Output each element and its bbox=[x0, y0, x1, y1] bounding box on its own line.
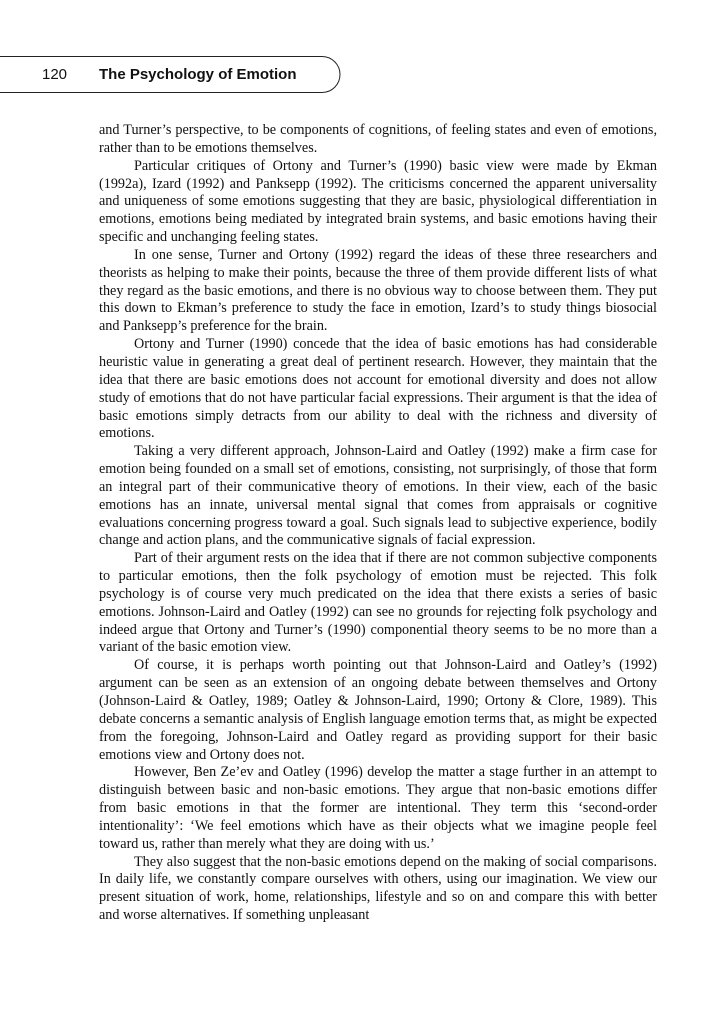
paragraph: However, Ben Ze’ev and Oatley (1996) develop the matter a stage further in an attempt to distinguish between basic and non-basic emotions. They argue that non-basic emotions differ from basic emotions in that the former are intentional. They term this ‘second-order intentionality’: ‘We feel emotions which have as their objects what we imagine people feel toward us, rather than merely what they are doing with us.’ bbox=[99, 764, 657, 852]
running-head bbox=[0, 56, 342, 94]
page-number: 120 bbox=[42, 66, 68, 83]
book-title: The Psychology of Emotion bbox=[99, 66, 297, 83]
paragraph: Part of their argument rests on the idea that if there are not common subjective components to particular emotions, then the folk psychology of emotion must be rejected. This folk psychology is of course very much predicated on the idea that there exists a series of basic emotions. Johnson-Laird and Oatley (1992) can see no grounds for rejecting folk psychology and indeed argue that Ortony and Turner’s (1990) componential theory seems to be no more than a variant of the basic emotion view. bbox=[99, 550, 657, 656]
paragraph: In one sense, Turner and Ortony (1992) regard the ideas of these three researchers and theorists as helping to make their points, because the three of them provide different lists of what they regard as the basic emotions, and there is no obvious way to choose between them. They put this down to Ekman’s preference to study the face in emotion, Izard’s to study things biosocial and Panksepp’s preference for the brain. bbox=[99, 246, 657, 335]
paragraph: Of course, it is perhaps worth pointing out that Johnson-Laird and Oatley’s (1992) argument can be seen as an extension of an ongoing debate between themselves and Ortony (Johnson-Laird & Oatley, 1989; Oatley & Johnson-Laird, 1990; Ortony & Clore, 1989). This debate concerns a semantic analysis of English language emotion terms that, as might be expected from the foregoing, Johnson-Laird and Oatley regard as providing support for their basic emotions view and Ortony does not. bbox=[99, 657, 657, 763]
paragraph: Ortony and Turner (1990) concede that the idea of basic emotions has had considerable heuristic value in generating a great deal of pertinent research. However, they maintain that the idea that there are basic emotions does not account for emotional diversity and does not allow study of emotions that do not have particular facial expressions. Their argument is that the idea of basic emotions simply detracts from our ability to deal with the richness and diversity of emotions. bbox=[99, 336, 657, 442]
body-text bbox=[99, 122, 657, 925]
paragraph: Taking a very different approach, Johnson-Laird and Oatley (1992) make a firm case for emotion being founded on a small set of emotions, consisting, not surprisingly, of those that form an integral part of their communicative theory of emotions. In their view, each of the basic emotions has an innate, universal mental signal that comes from appraisals or cognitive evaluations concerning progress toward a goal. Such signals lead to subjective experience, bodily change and action plans, and the communicative signals of facial expression. bbox=[99, 443, 657, 549]
paragraph: They also suggest that the non-basic emotions depend on the making of social comparisons. In daily life, we constantly compare ourselves with others, using our imagination. We view our present situation of work, home, relationships, lifestyle and so on and compare this with better and worse alternatives. If something unpleasant bbox=[99, 853, 657, 924]
paragraph: and Turner’s perspective, to be components of cognitions, of feeling states and even of emotions, rather than to be emotions themselves. bbox=[99, 122, 657, 156]
paragraph: Particular critiques of Ortony and Turner’s (1990) basic view were made by Ekman (1992a), Izard (1992) and Panksepp (1992). The criticisms concerned the apparent universality and uniqueness of some emotions suggesting that they are basic, physiological differentiation in emotions, emotions being mediated by integrated brain systems, and basic emotions having their specific and unchanging feeling states. bbox=[99, 157, 657, 246]
